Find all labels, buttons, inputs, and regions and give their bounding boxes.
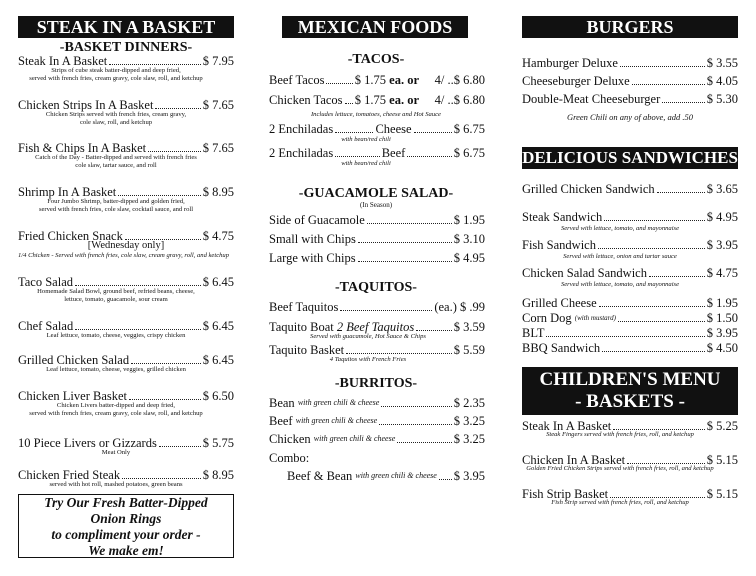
menu-item: Beef with green chili & cheese $ 3.25	[269, 414, 485, 428]
item-desc: Golden Fried Chicken Strips served with french fries, roll, and ketchup	[526, 465, 714, 472]
item-desc: Served with lettuce, onion and tartar sauce	[563, 253, 677, 260]
menu-item	[522, 311, 738, 325]
dot-leader	[602, 341, 705, 352]
item-name: Steak In A Basket	[522, 419, 612, 433]
item-desc: Catch of the Day - Batter-dipped and served with french fries cole slaw, tartar sauce, and roll	[35, 154, 197, 169]
item-price: $ 3.65	[706, 182, 738, 196]
item-desc: Chicken Strips served with french fries, cream gravy, cole slaw, roll, and ketchup	[45, 111, 187, 126]
item-price: $ 8.95	[202, 468, 234, 482]
menu-item: Large with Chips $ 4.95	[269, 251, 485, 265]
item-name: Chicken Fried Steak	[18, 468, 121, 482]
menu-item: Small with Chips $ 3.10	[269, 232, 485, 246]
dot-leader	[610, 487, 705, 498]
dot-leader	[75, 275, 201, 286]
guacamole-season: (In Season)	[359, 201, 393, 209]
dot-leader	[118, 185, 200, 196]
dot-leader	[546, 326, 704, 337]
menu-item	[522, 326, 738, 340]
item-name: Steak Sandwich	[522, 210, 603, 224]
menu-item: Beef Taquitos (ea.) $ .99	[269, 300, 485, 314]
menu-item: Side of Guacamole $ 1.95	[269, 213, 485, 227]
item-price: $ 4.75	[202, 229, 234, 243]
item-desc: Strips of cube steak batter-dipped and deep fried, served with french fries, cream gravy, cole slaw, roll, and ketchup	[29, 67, 203, 82]
menu-item: 2 Enchiladas Beef $ 6.75	[269, 146, 486, 160]
menu-item: Chicken Tacos $ 1.75 ea. or 4/ .. $ 6.80	[269, 93, 485, 107]
item-price: $ 1.95	[706, 296, 738, 310]
item-name: Chicken Liver Basket	[18, 389, 127, 403]
item-desc: with bean/red chili	[341, 160, 391, 167]
wednesday-only-note: [Wednesday only]	[87, 240, 165, 251]
dot-leader	[155, 98, 200, 109]
dot-leader	[657, 182, 705, 193]
item-name: BBQ Sandwich	[522, 341, 601, 355]
menu-item: 2 Enchiladas Cheese $ 6.75	[269, 122, 486, 136]
item-name: Chicken Salad Sandwich	[522, 266, 647, 280]
item-name: BLT	[522, 326, 545, 340]
guacamole-title: -GUACAMOLE SALAD-	[298, 186, 454, 201]
item-name: Fried Chicken Snack	[18, 229, 123, 243]
item-desc: Served with lettuce, tomato, and mayonnaise	[560, 225, 680, 232]
dot-leader	[613, 419, 705, 430]
dot-leader	[604, 210, 705, 221]
menu-item	[18, 468, 234, 482]
menu-item: Taquito Basket $ 5.59	[269, 343, 485, 357]
menu-item: Cheeseburger Deluxe $ 4.05	[522, 74, 738, 88]
item-price: $ 3.95	[706, 326, 738, 340]
item-name: Fish Sandwich	[522, 238, 596, 252]
item-desc: Steak Fingers served with french fries, roll, and ketchup	[546, 431, 694, 438]
taquitos-title: -TAQUITOS-	[335, 280, 417, 295]
item-name: Chicken Strips In A Basket	[18, 98, 154, 112]
sandwiches-header: DELICIOUS SANDWICHES	[522, 148, 738, 167]
promo-line-2: Onion Rings	[90, 511, 162, 526]
item-price: $ 7.65	[202, 98, 234, 112]
item-desc: Leaf lettuce, tomato, cheese, veggies, crispy chicken	[46, 332, 186, 339]
menu-item	[522, 238, 738, 252]
item-desc: Served with lettuce, tomato, and mayonnaise	[560, 281, 680, 288]
tacos-title: -TACOS-	[347, 52, 405, 67]
menu-item	[522, 296, 738, 310]
baskets-title: - BASKETS -	[575, 391, 685, 412]
item-name: Fish Strip Basket	[522, 487, 609, 501]
item-price: $ 5.15	[706, 487, 738, 501]
item-name: Grilled Chicken Salad	[18, 353, 130, 367]
menu-item: Bean with green chili & cheese $ 2.35	[269, 396, 485, 410]
item-price: $ 6.45	[202, 275, 234, 289]
menu-item: Double-Meat Cheeseburger $ 5.30	[522, 92, 738, 106]
item-name: Chef Salad	[18, 319, 74, 333]
menu-item: Chicken with green chili & cheese $ 3.25	[269, 432, 485, 446]
item-desc: Four Jumbo Shrimp, batter-dipped and golden fried, served with french fries, cole slaw, cocktail sauce, and roll	[38, 198, 194, 213]
dot-leader	[148, 141, 201, 152]
dot-leader	[109, 54, 201, 65]
menu-item	[18, 98, 234, 112]
menu-item: Taquito Boat 2 Beef Taquitos $ 3.59	[269, 320, 485, 334]
item-price: $ 6.45	[202, 319, 234, 333]
dot-leader	[627, 453, 705, 464]
menu-item	[18, 185, 234, 199]
item-sub: (with mustard)	[574, 314, 616, 322]
mexican-foods-header: MEXICAN FOODS	[282, 16, 468, 38]
combo-label: Combo:	[269, 451, 310, 465]
menu-item	[18, 436, 234, 450]
steak-basket-header: STEAK IN A BASKET	[18, 16, 234, 38]
item-price: $ 7.65	[202, 141, 234, 155]
menu-item	[18, 353, 234, 367]
dot-leader	[131, 353, 201, 364]
item-name: Chicken In A Basket	[522, 453, 626, 467]
item-price: $ 1.50	[706, 311, 738, 325]
menu-item	[18, 389, 234, 403]
menu-item	[522, 341, 738, 355]
item-desc: Served with guacamole, Hot Sauce & Chips	[310, 333, 426, 340]
item-price: $ 6.45	[202, 353, 234, 367]
onion-rings-promo	[18, 494, 234, 558]
basket-dinners-title: -BASKET DINNERS-	[59, 40, 193, 55]
dot-leader	[122, 468, 201, 479]
item-name: Shrimp In A Basket	[18, 185, 117, 199]
childrens-menu-header	[522, 367, 738, 415]
item-name: Grilled Cheese	[522, 296, 597, 310]
item-price: $ 4.50	[706, 341, 738, 355]
item-desc: 1/4 Chicken - Served with french fries, cole slaw, cream gravy, roll, and ketchup	[18, 252, 230, 259]
item-price: $ 5.75	[202, 436, 234, 450]
childrens-title: CHILDREN'S MENU	[539, 369, 721, 390]
item-price: $ 5.25	[706, 419, 738, 433]
item-desc: Meat Only	[101, 449, 131, 456]
menu-item	[18, 319, 234, 333]
menu-item	[522, 210, 738, 224]
item-name: Corn Dog	[522, 311, 572, 325]
item-price: $ 5.15	[706, 453, 738, 467]
item-desc: Leaf lettuce, tomato, cheese, veggies, grilled chicken	[46, 366, 186, 373]
menu-item	[18, 54, 234, 68]
item-desc: Fish Strip served with french fries, roll, and ketchup	[551, 499, 689, 506]
dot-leader	[125, 229, 201, 240]
dot-leader	[649, 266, 705, 277]
item-price: $ 4.75	[706, 266, 738, 280]
item-price: $ 6.50	[202, 389, 234, 403]
item-name: Grilled Chicken Sandwich	[522, 182, 655, 196]
item-desc: Chicken Livers batter-dipped and deep fried, served with french fries, cream gravy, cole slaw, roll, and ketchup	[29, 402, 203, 417]
item-desc: with bean/red chili	[341, 136, 391, 143]
promo-line-4: We make em!	[88, 543, 164, 558]
menu-item: Beef Tacos $ 1.75 ea. or 4/ .. $ 6.80	[269, 73, 485, 87]
item-name: Taco Salad	[18, 275, 74, 289]
item-price: $ 3.95	[706, 238, 738, 252]
item-name: Steak In A Basket	[18, 54, 108, 68]
item-price: $ 4.95	[706, 210, 738, 224]
dot-leader	[159, 436, 201, 447]
menu-item	[18, 141, 234, 155]
menu-item	[18, 275, 234, 289]
item-price: $ 7.95	[202, 54, 234, 68]
burritos-title: -BURRITOS-	[334, 376, 418, 391]
menu-item: Hamburger Deluxe $ 3.55	[522, 56, 738, 70]
item-name: 10 Piece Livers or Gizzards	[18, 436, 157, 450]
item-desc: Homemade Salad Bowl, ground beef, refried beans, cheese, lettuce, tomato, guacamole, sour cream	[37, 288, 195, 303]
burgers-header: BURGERS	[522, 16, 738, 38]
item-name: Fish & Chips In A Basket	[18, 141, 147, 155]
menu-item	[522, 266, 738, 280]
dot-leader	[129, 389, 201, 400]
dot-leader	[599, 296, 705, 307]
green-chili-note: Green Chili on any of above, add .50	[567, 112, 693, 122]
dot-leader	[75, 319, 201, 330]
dot-leader	[618, 311, 705, 322]
menu-item	[522, 182, 738, 196]
item-desc: 4 Taquitos with French Fries	[329, 356, 407, 363]
menu-item: Beef & Bean with green chili & cheese $ 3.95	[287, 469, 485, 483]
promo-line-3: to compliment your order -	[51, 527, 201, 542]
promo-line-1: Try Our Fresh Batter-Dipped	[44, 495, 208, 510]
item-price: $ 8.95	[202, 185, 234, 199]
dot-leader	[598, 238, 705, 249]
item-desc: served with hot roll, mashed potatoes, green beans	[49, 481, 183, 488]
tacos-note: Includes lettuce, tomatoes, cheese and Hot Sauce	[310, 111, 441, 118]
